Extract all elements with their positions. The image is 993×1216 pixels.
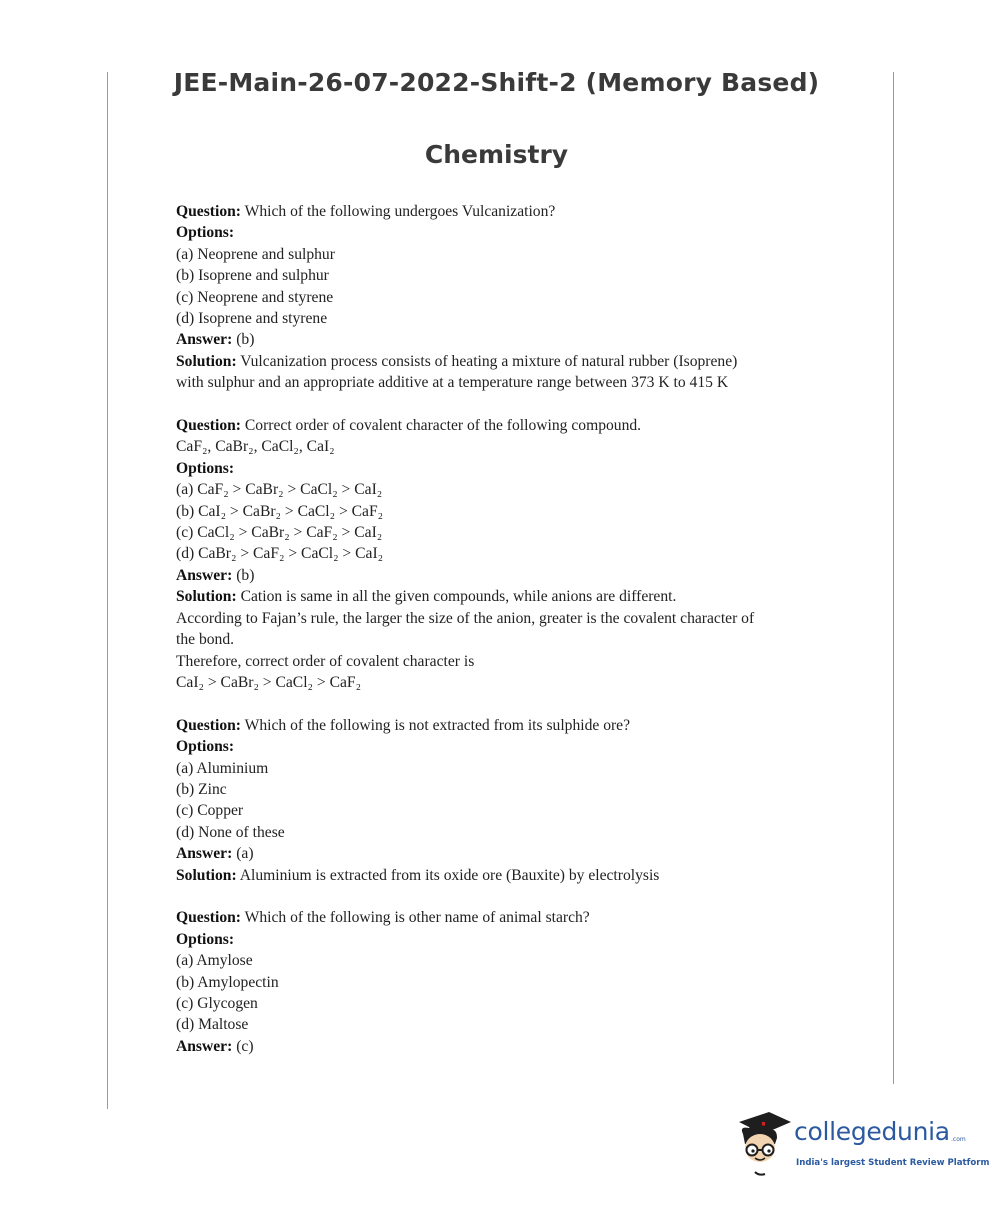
option-b: (b) Zinc xyxy=(176,780,227,798)
solution-line xyxy=(176,586,836,607)
option-c: (c) CaCl₂ > CaBr₂ > CaF₂ > CaI₂ xyxy=(176,524,383,542)
question-block-4 xyxy=(176,907,836,1057)
solution-text: CaI₂ > CaBr₂ > CaCl₂ > CaF₂ xyxy=(176,673,362,691)
brand-logo-text: collegedunia xyxy=(794,1117,950,1146)
answer-value: (c) xyxy=(236,1037,254,1055)
answer-line xyxy=(176,565,836,586)
options-label: Options: xyxy=(176,459,235,477)
question-label: Question: xyxy=(176,716,241,734)
answer-label: Answer: xyxy=(176,845,233,863)
solution-label: Solution: xyxy=(176,352,237,370)
options-label: Options: xyxy=(176,930,235,948)
solution-label: Solution: xyxy=(176,588,237,606)
solution-text: Cation is same in all the given compounds, while anions are different. xyxy=(240,588,677,606)
options-line xyxy=(176,929,836,950)
option-d: (d) None of these xyxy=(176,823,285,841)
solution-text: According to Fajan’s rule, the larger the size of the anion, greater is the covalent character of xyxy=(176,609,755,627)
options-label: Options: xyxy=(176,738,235,756)
question-line xyxy=(176,907,836,928)
question-text: Which of the following is other name of animal starch? xyxy=(244,909,590,927)
option-c: (c) Copper xyxy=(176,802,244,820)
question-block-2 xyxy=(176,415,836,693)
question-line xyxy=(176,415,836,436)
solution-line xyxy=(176,351,836,372)
solution-text: Therefore, correct order of covalent character is xyxy=(176,652,475,670)
answer-label: Answer: xyxy=(176,1037,233,1055)
options-line xyxy=(176,222,836,243)
solution-line xyxy=(176,865,836,886)
option-a: (a) CaF₂ > CaBr₂ > CaCl₂ > CaI₂ xyxy=(176,481,383,499)
answer-value: (b) xyxy=(236,331,255,349)
option-c: (c) Neoprene and styrene xyxy=(176,288,334,306)
subject-heading: Chemistry xyxy=(424,140,569,169)
brand-tagline: India's largest Student Review Platform xyxy=(796,1158,990,1168)
question-text: Correct order of covalent character of the following compound. xyxy=(244,417,642,435)
page-title: JEE-Main-26-07-2022-Shift-2 (Memory Based) xyxy=(173,68,820,97)
option-b: (b) CaI₂ > CaBr₂ > CaCl₂ > CaF₂ xyxy=(176,502,384,520)
brand-domain-suffix: .com xyxy=(951,1136,966,1143)
question-line xyxy=(176,201,836,222)
question-label: Question: xyxy=(176,909,241,927)
question-text: Which of the following undergoes Vulcanization? xyxy=(244,203,556,220)
solution-text: Vulcanization process consists of heating a mixture of natural rubber (Isoprene) xyxy=(240,352,738,370)
answer-label: Answer: xyxy=(176,566,233,584)
option-a: (a) Aluminium xyxy=(176,759,269,777)
answer-value: (b) xyxy=(236,566,255,584)
option-b: (b) Isoprene and sulphur xyxy=(176,267,329,285)
answer-label: Answer: xyxy=(176,331,233,349)
solution-text: the bond. xyxy=(176,631,235,649)
solution-text: Aluminium is extracted from its oxide ore (Bauxite) by electrolysis xyxy=(239,866,660,884)
options-label: Options: xyxy=(176,224,235,242)
options-line xyxy=(176,458,836,479)
options-line xyxy=(176,736,836,757)
question-line xyxy=(176,715,836,736)
answer-line xyxy=(176,843,836,864)
option-a: (a) Amylose xyxy=(176,952,253,970)
question-block-3 xyxy=(176,715,836,886)
solution-text: with sulphur and an appropriate additive at a temperature range between 373 K to 415 K xyxy=(176,374,729,392)
option-b: (b) Amylopectin xyxy=(176,973,279,991)
option-d: (d) Isoprene and styrene xyxy=(176,310,328,328)
option-d: (d) CaBr₂ > CaF₂ > CaCl₂ > CaI₂ xyxy=(176,545,384,563)
question-block-1 xyxy=(176,201,836,394)
answer-line xyxy=(176,329,836,350)
option-d: (d) Maltose xyxy=(176,1016,249,1034)
compound-list: CaF₂, CaBr₂, CaCl₂, CaI₂ xyxy=(176,438,335,456)
question-text: Which of the following is not extracted from its sulphide ore? xyxy=(244,716,631,734)
answer-line xyxy=(176,1036,836,1057)
question-label: Question: xyxy=(176,203,241,220)
right-margin-rule xyxy=(893,72,894,1084)
question-label: Question: xyxy=(176,417,241,435)
solution-label: Solution: xyxy=(176,866,237,884)
questions-content xyxy=(176,201,836,1057)
answer-value: (a) xyxy=(236,845,254,863)
option-c: (c) Glycogen xyxy=(176,994,258,1012)
left-margin-rule xyxy=(107,72,108,1109)
option-a: (a) Neoprene and sulphur xyxy=(176,245,335,263)
